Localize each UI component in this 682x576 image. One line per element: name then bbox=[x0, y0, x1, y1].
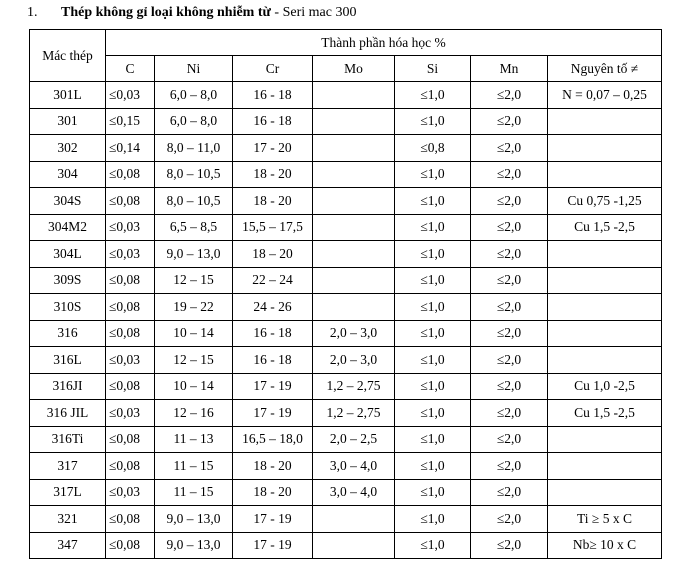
grade-cell: 316Ti bbox=[30, 426, 106, 453]
other-elements-cell bbox=[548, 479, 662, 506]
cr-cell: 16 - 18 bbox=[233, 347, 313, 374]
cr-cell: 15,5 – 17,5 bbox=[233, 214, 313, 241]
mo-cell bbox=[313, 161, 395, 188]
cr-cell: 22 – 24 bbox=[233, 267, 313, 294]
section-subtitle: - Seri mac 300 bbox=[270, 5, 357, 20]
mn-cell: ≤2,0 bbox=[471, 400, 548, 427]
cr-cell: 18 - 20 bbox=[233, 479, 313, 506]
mo-cell bbox=[313, 108, 395, 135]
ni-cell: 19 – 22 bbox=[155, 294, 233, 321]
other-elements-cell: Cu 1,0 -2,5 bbox=[548, 373, 662, 400]
cr-cell: 18 - 20 bbox=[233, 161, 313, 188]
other-elements-cell: Ti ≥ 5 x C bbox=[548, 506, 662, 533]
c-cell: ≤0,08 bbox=[106, 188, 155, 215]
si-cell: ≤1,0 bbox=[395, 214, 471, 241]
mo-cell bbox=[313, 506, 395, 533]
mn-cell: ≤2,0 bbox=[471, 479, 548, 506]
table-row bbox=[30, 161, 662, 188]
c-cell: ≤0,03 bbox=[106, 400, 155, 427]
ni-cell: 8,0 – 10,5 bbox=[155, 188, 233, 215]
other-elements-cell bbox=[548, 294, 662, 321]
other-elements-cell: Cu 1,5 -2,5 bbox=[548, 400, 662, 427]
column-header-other-elements: Nguyên tố ≠ bbox=[548, 56, 662, 82]
table-row bbox=[30, 506, 662, 533]
grade-cell: 317 bbox=[30, 453, 106, 480]
mn-cell: ≤2,0 bbox=[471, 373, 548, 400]
mo-cell: 3,0 – 4,0 bbox=[313, 479, 395, 506]
table-row bbox=[30, 479, 662, 506]
c-cell: ≤0,03 bbox=[106, 82, 155, 109]
other-elements-cell bbox=[548, 161, 662, 188]
table-row bbox=[30, 82, 662, 109]
table-body bbox=[30, 82, 662, 559]
column-header-mn: Mn bbox=[471, 56, 548, 82]
si-cell: ≤1,0 bbox=[395, 161, 471, 188]
mo-cell: 2,0 – 2,5 bbox=[313, 426, 395, 453]
c-cell: ≤0,08 bbox=[106, 426, 155, 453]
mo-cell: 1,2 – 2,75 bbox=[313, 373, 395, 400]
c-cell: ≤0,08 bbox=[106, 320, 155, 347]
mo-cell bbox=[313, 294, 395, 321]
mn-cell: ≤2,0 bbox=[471, 241, 548, 268]
grade-cell: 302 bbox=[30, 135, 106, 162]
ni-cell: 11 – 15 bbox=[155, 479, 233, 506]
grade-cell: 316L bbox=[30, 347, 106, 374]
table-row bbox=[30, 532, 662, 559]
other-elements-cell: Cu 1,5 -2,5 bbox=[548, 214, 662, 241]
c-cell: ≤0,08 bbox=[106, 532, 155, 559]
cr-cell: 16 - 18 bbox=[233, 82, 313, 109]
table-row bbox=[30, 214, 662, 241]
si-cell: ≤1,0 bbox=[395, 267, 471, 294]
mn-cell: ≤2,0 bbox=[471, 267, 548, 294]
grade-cell: 321 bbox=[30, 506, 106, 533]
column-header-ni: Ni bbox=[155, 56, 233, 82]
other-elements-cell: N = 0,07 – 0,25 bbox=[548, 82, 662, 109]
steel-composition-table bbox=[29, 29, 662, 559]
si-cell: ≤1,0 bbox=[395, 400, 471, 427]
ni-cell: 12 – 16 bbox=[155, 400, 233, 427]
mn-cell: ≤2,0 bbox=[471, 532, 548, 559]
grade-cell: 347 bbox=[30, 532, 106, 559]
column-header-cr: Cr bbox=[233, 56, 313, 82]
grade-cell: 309S bbox=[30, 267, 106, 294]
grade-cell: 316 bbox=[30, 320, 106, 347]
si-cell: ≤1,0 bbox=[395, 188, 471, 215]
other-elements-cell bbox=[548, 320, 662, 347]
table-row bbox=[30, 320, 662, 347]
mn-cell: ≤2,0 bbox=[471, 214, 548, 241]
c-cell: ≤0,15 bbox=[106, 108, 155, 135]
table-row bbox=[30, 135, 662, 162]
table-row bbox=[30, 347, 662, 374]
mn-cell: ≤2,0 bbox=[471, 108, 548, 135]
c-cell: ≤0,08 bbox=[106, 506, 155, 533]
mo-cell: 1,2 – 2,75 bbox=[313, 400, 395, 427]
mn-cell: ≤2,0 bbox=[471, 506, 548, 533]
ni-cell: 11 – 13 bbox=[155, 426, 233, 453]
c-cell: ≤0,03 bbox=[106, 241, 155, 268]
ni-cell: 8,0 – 11,0 bbox=[155, 135, 233, 162]
si-cell: ≤1,0 bbox=[395, 479, 471, 506]
cr-cell: 16 - 18 bbox=[233, 108, 313, 135]
cr-cell: 17 - 19 bbox=[233, 532, 313, 559]
c-cell: ≤0,08 bbox=[106, 453, 155, 480]
ni-cell: 6,0 – 8,0 bbox=[155, 82, 233, 109]
table-row bbox=[30, 188, 662, 215]
table-row bbox=[30, 267, 662, 294]
c-cell: ≤0,14 bbox=[106, 135, 155, 162]
cr-cell: 16,5 – 18,0 bbox=[233, 426, 313, 453]
mo-cell bbox=[313, 532, 395, 559]
si-cell: ≤1,0 bbox=[395, 347, 471, 374]
si-cell: ≤0,8 bbox=[395, 135, 471, 162]
cr-cell: 24 - 26 bbox=[233, 294, 313, 321]
grade-cell: 317L bbox=[30, 479, 106, 506]
mo-cell bbox=[313, 135, 395, 162]
ni-cell: 12 – 15 bbox=[155, 347, 233, 374]
other-elements-cell bbox=[548, 108, 662, 135]
mo-cell: 2,0 – 3,0 bbox=[313, 347, 395, 374]
other-elements-cell bbox=[548, 135, 662, 162]
mo-cell bbox=[313, 214, 395, 241]
grade-cell: 316JI bbox=[30, 373, 106, 400]
mo-cell: 3,0 – 4,0 bbox=[313, 453, 395, 480]
cr-cell: 16 - 18 bbox=[233, 320, 313, 347]
cr-cell: 17 - 19 bbox=[233, 400, 313, 427]
ni-cell: 9,0 – 13,0 bbox=[155, 241, 233, 268]
ni-cell: 12 – 15 bbox=[155, 267, 233, 294]
mn-cell: ≤2,0 bbox=[471, 135, 548, 162]
mn-cell: ≤2,0 bbox=[471, 161, 548, 188]
grade-cell: 301L bbox=[30, 82, 106, 109]
mn-cell: ≤2,0 bbox=[471, 188, 548, 215]
si-cell: ≤1,0 bbox=[395, 241, 471, 268]
cr-cell: 17 - 20 bbox=[233, 135, 313, 162]
ni-cell: 11 – 15 bbox=[155, 453, 233, 480]
other-elements-cell bbox=[548, 347, 662, 374]
composition-group-header: Thành phần hóa học % bbox=[106, 30, 662, 56]
other-elements-cell: Cu 0,75 -1,25 bbox=[548, 188, 662, 215]
grade-cell: 304S bbox=[30, 188, 106, 215]
cr-cell: 18 – 20 bbox=[233, 241, 313, 268]
mo-cell bbox=[313, 82, 395, 109]
table-row bbox=[30, 294, 662, 321]
cr-cell: 17 - 19 bbox=[233, 373, 313, 400]
mo-cell: 2,0 – 3,0 bbox=[313, 320, 395, 347]
cr-cell: 18 - 20 bbox=[233, 188, 313, 215]
other-elements-cell bbox=[548, 241, 662, 268]
c-cell: ≤0,03 bbox=[106, 214, 155, 241]
grade-header: Mác thép bbox=[30, 30, 106, 82]
section-title: Thép không gỉ loại không nhiễm từ bbox=[61, 5, 271, 20]
other-elements-cell bbox=[548, 267, 662, 294]
section-number: 1. bbox=[27, 5, 38, 20]
header-row-group bbox=[30, 30, 662, 56]
mo-cell bbox=[313, 267, 395, 294]
table-row bbox=[30, 426, 662, 453]
table-row bbox=[30, 373, 662, 400]
c-cell: ≤0,08 bbox=[106, 373, 155, 400]
other-elements-cell bbox=[548, 453, 662, 480]
table-row bbox=[30, 400, 662, 427]
si-cell: ≤1,0 bbox=[395, 506, 471, 533]
mn-cell: ≤2,0 bbox=[471, 320, 548, 347]
mn-cell: ≤2,0 bbox=[471, 294, 548, 321]
c-cell: ≤0,08 bbox=[106, 267, 155, 294]
mn-cell: ≤2,0 bbox=[471, 347, 548, 374]
mn-cell: ≤2,0 bbox=[471, 453, 548, 480]
grade-cell: 304M2 bbox=[30, 214, 106, 241]
section-heading bbox=[27, 4, 356, 22]
table-header bbox=[30, 30, 662, 82]
si-cell: ≤1,0 bbox=[395, 532, 471, 559]
c-cell: ≤0,03 bbox=[106, 479, 155, 506]
si-cell: ≤1,0 bbox=[395, 294, 471, 321]
table-row bbox=[30, 241, 662, 268]
c-cell: ≤0,03 bbox=[106, 347, 155, 374]
ni-cell: 6,0 – 8,0 bbox=[155, 108, 233, 135]
grade-cell: 301 bbox=[30, 108, 106, 135]
ni-cell: 6,5 – 8,5 bbox=[155, 214, 233, 241]
cr-cell: 17 - 19 bbox=[233, 506, 313, 533]
column-header-c: C bbox=[106, 56, 155, 82]
ni-cell: 10 – 14 bbox=[155, 320, 233, 347]
header-row-columns bbox=[30, 56, 662, 82]
ni-cell: 10 – 14 bbox=[155, 373, 233, 400]
si-cell: ≤1,0 bbox=[395, 426, 471, 453]
mn-cell: ≤2,0 bbox=[471, 426, 548, 453]
ni-cell: 8,0 – 10,5 bbox=[155, 161, 233, 188]
other-elements-cell: Nb≥ 10 x C bbox=[548, 532, 662, 559]
grade-cell: 304L bbox=[30, 241, 106, 268]
mn-cell: ≤2,0 bbox=[471, 82, 548, 109]
cr-cell: 18 - 20 bbox=[233, 453, 313, 480]
other-elements-cell bbox=[548, 426, 662, 453]
ni-cell: 9,0 – 13,0 bbox=[155, 506, 233, 533]
grade-cell: 316 JIL bbox=[30, 400, 106, 427]
c-cell: ≤0,08 bbox=[106, 294, 155, 321]
table-row bbox=[30, 453, 662, 480]
si-cell: ≤1,0 bbox=[395, 373, 471, 400]
column-header-mo: Mo bbox=[313, 56, 395, 82]
table-row bbox=[30, 108, 662, 135]
c-cell: ≤0,08 bbox=[106, 161, 155, 188]
si-cell: ≤1,0 bbox=[395, 320, 471, 347]
grade-cell: 304 bbox=[30, 161, 106, 188]
si-cell: ≤1,0 bbox=[395, 453, 471, 480]
si-cell: ≤1,0 bbox=[395, 82, 471, 109]
si-cell: ≤1,0 bbox=[395, 108, 471, 135]
mo-cell bbox=[313, 241, 395, 268]
ni-cell: 9,0 – 13,0 bbox=[155, 532, 233, 559]
grade-cell: 310S bbox=[30, 294, 106, 321]
mo-cell bbox=[313, 188, 395, 215]
column-header-si: Si bbox=[395, 56, 471, 82]
